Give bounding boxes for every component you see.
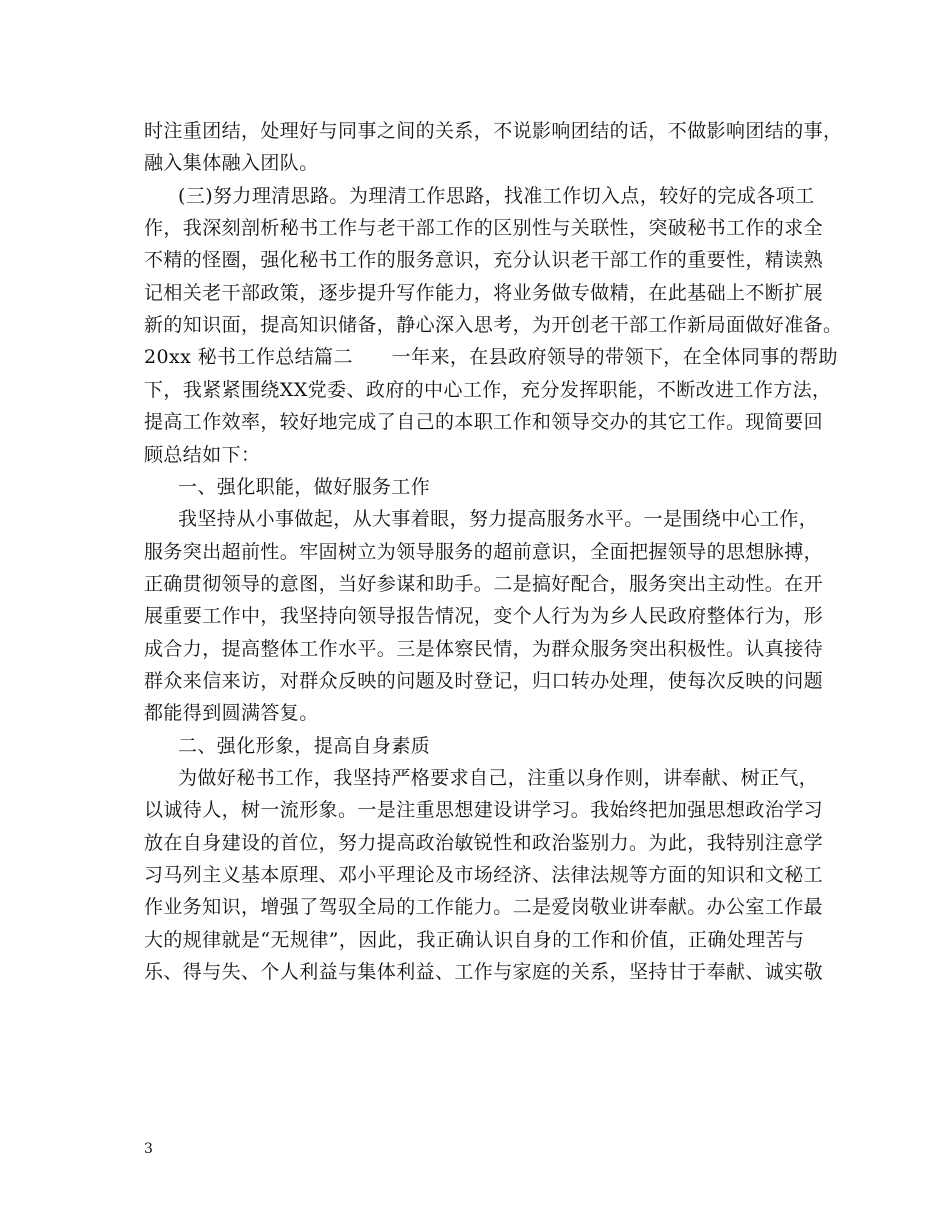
text-line: 新的知识面，提高知识储备，静心深入思考，为开创老干部工作新局面做好准备。 [144,314,843,337]
text-line: 二、强化形象，提高自身素质 [178,734,431,757]
text-line: 融入集体融入团队。 [144,152,319,175]
text-line: 顾总结如下： [144,443,261,466]
text-line: 服务突出超前性。牢固树立为领导服务的超前意识，全面把握领导的思想脉搏， [144,540,824,563]
text-line: 下，我紧紧围绕XX党委、政府的中心工作，充分发挥职能，不断改进工作方法， [144,378,832,401]
text-line: 展重要工作中，我坚持向领导报告情况，变个人行为为乡人民政府整体行为，形 [144,605,824,628]
text-line: 大的规律就是“无规律”，因此，我正确认识自身的工作和价值，正确处理苦与 [144,928,805,951]
text-line: 作业务知识，增强了驾驭全局的工作能力。二是爱岗敬业讲奉献。办公室工作最 [144,896,824,919]
text-line: 习马列主义基本原理、邓小平理论及市场经济、法律法规等方面的知识和文秘工 [144,864,824,887]
text-line: 成合力，提高整体工作水平。三是体察民情，为群众服务突出积极性。认真接待 [144,637,824,660]
text-line: 我坚持从小事做起，从大事着眼，努力提高服务水平。一是围绕中心工作， [178,508,819,531]
text-line: 放在自身建设的首位，努力提高政治敏锐性和政治鉴别力。为此，我特别注意学 [144,831,824,854]
text-line: 乐、得与失、个人利益与集体利益、工作与家庭的关系，坚持甘于奉献、诚实敬 [144,961,824,984]
text-line: (三)努力理清思路。为理清工作思路，找准工作切入点，较好的完成各项工 [178,184,815,207]
page-number: 3 [144,1141,153,1157]
text-line: 记相关老干部政策，逐步提升写作能力，将业务做专做精，在此基础上不断扩展 [144,281,824,304]
text-line: 为做好秘书工作，我坚持严格要求自己，注重以身作则，讲奉献、树正气， [178,767,819,789]
text-line: 时注重团结，处理好与同事之间的关系，不说影响团结的话，不做影响团结的事， [144,120,843,142]
text-line: 不精的怪圈，强化秘书工作的服务意识，充分认识老干部工作的重要性，精读熟 [144,249,824,272]
text-line: 群众来信来访，对群众反映的问题及时登记，归口转办处理，使每次反映的问题 [144,669,824,692]
text-line: 作，我深刻剖析秘书工作与老干部工作的区别性与关联性，突破秘书工作的求全 [144,217,824,240]
text-line: 都能得到圆满答复。 [144,702,319,725]
text-line: 20xx 秘书工作总结篇二 一年来，在县政府领导的带领下，在全体同事的帮助 [144,346,838,369]
text-line: 正确贯彻领导的意图，当好参谋和助手。二是搞好配合，服务突出主动性。在开 [144,572,824,595]
text-line: 以诚待人，树一流形象。一是注重思想建设讲学习。我始终把加强思想政治学习 [144,799,824,822]
text-line: 提高工作效率，较好地完成了自己的本职工作和领导交办的其它工作。现简要回 [144,411,824,434]
text-line: 一、强化职能，做好服务工作 [178,475,431,498]
